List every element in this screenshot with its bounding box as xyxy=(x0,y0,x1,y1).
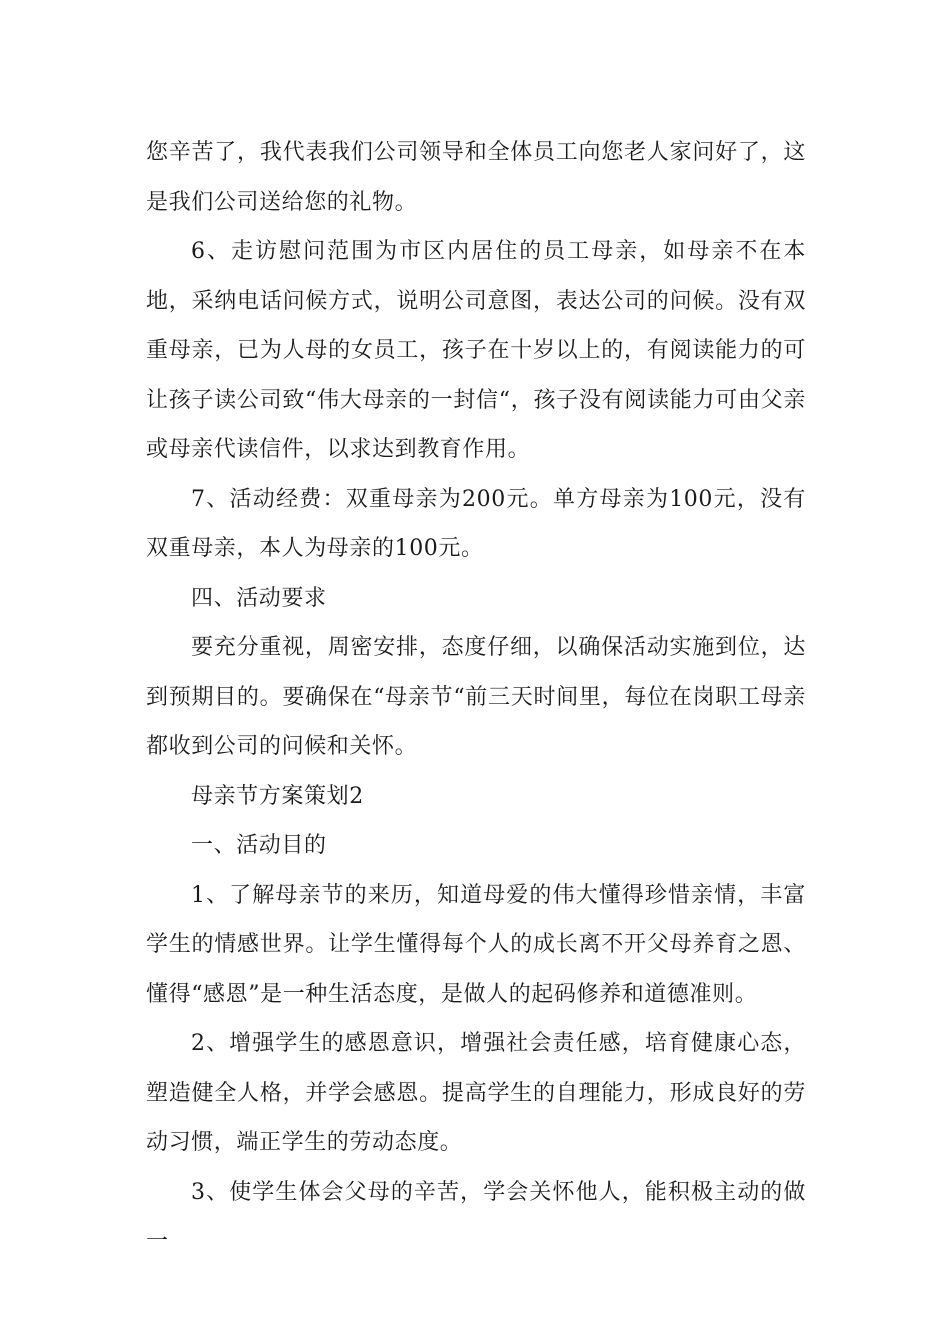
paragraph: 6、走访慰问范围为市区内居住的员工母亲，如母亲不在本地，采纳电话问候方式，说明公司意图，表达公司的问候。没有双重母亲，已为人母的女员工，孩子在十岁以上的，有阅读能力的可让孩子读公司致“伟大母亲的一封信“，孩子没有阅读能力可由父亲或母亲代读信件，以求达到教育作用。 xyxy=(146,239,806,462)
paragraph: 2、增强学生的感恩意识，增强社会责任感，培育健康心态，塑造健全人格，并学会感恩。提高学生的自理能力，形成良好的劳动习惯，端正学生的劳动态度。 xyxy=(146,1031,806,1155)
section-heading: 四、活动要求 xyxy=(191,585,327,611)
document-title: 母亲节方案策划2 xyxy=(191,783,364,809)
paragraph: 7、活动经费：双重母亲为200元。单方母亲为100元，没有双重母亲，本人为母亲的100元。 xyxy=(146,486,806,561)
paragraph: 3、使学生体会父母的辛苦，学会关怀他人，能积极主动的做一 xyxy=(146,1179,806,1254)
document-body xyxy=(146,128,806,1267)
section-heading: 一、活动目的 xyxy=(191,833,327,858)
paragraph: 1、了解母亲节的来历，知道母爱的伟大懂得珍惜亲情，丰富学生的情感世界。让学生懂得每个人的成长离不开父母养育之恩、懂得“感恩”是一种生活态度，是做人的起码修养和道德准则。 xyxy=(146,882,806,1007)
paragraph: 您辛苦了，我代表我们公司领导和全体员工向您老人家问好了，这是我们公司送给您的礼物。 xyxy=(146,140,806,215)
paragraph: 要充分重视，周密安排，态度仔细，以确保活动实施到位，达到预期目的。要确保在“母亲节“前三天时间里，每位在岗职工母亲都收到公司的问候和关怀。 xyxy=(146,635,806,759)
